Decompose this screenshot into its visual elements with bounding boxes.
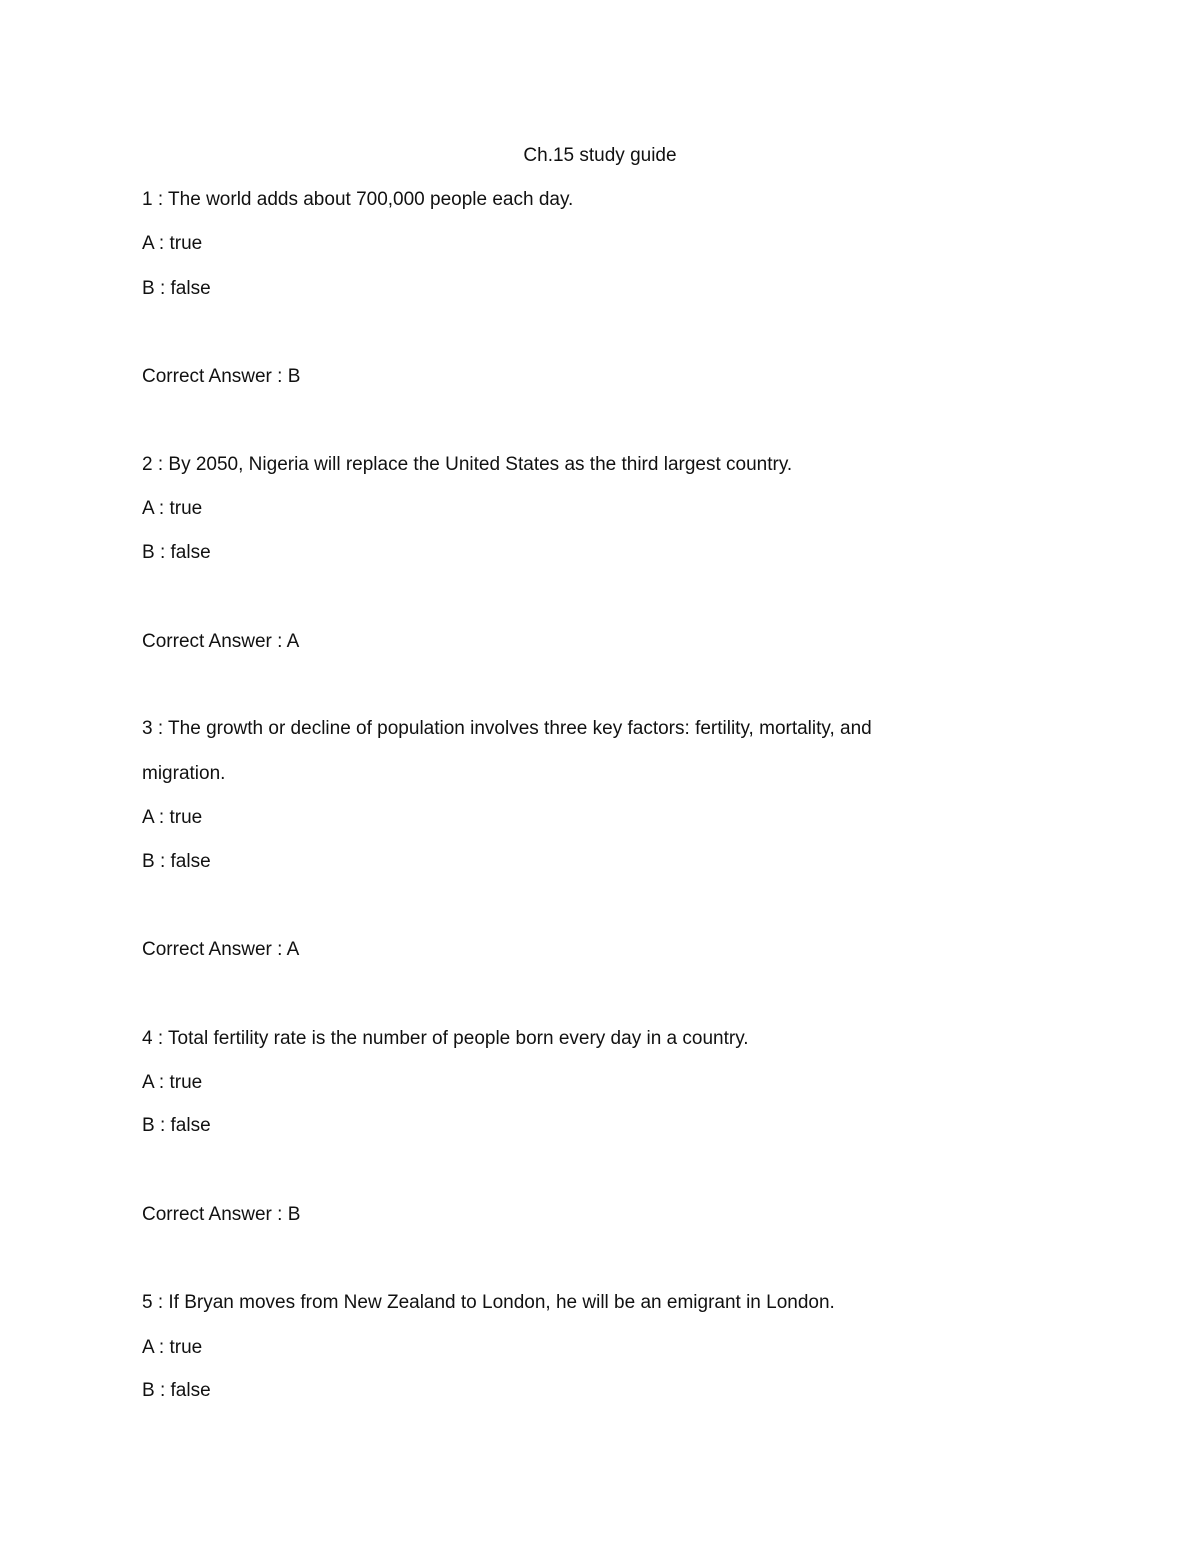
question-3-prompt-line2: migration. — [142, 763, 226, 784]
question-5-option-b: B : false — [142, 1380, 211, 1401]
question-3-prompt-line1: 3 : The growth or decline of population involves three key factors: fertility, mortality, and — [142, 718, 872, 739]
question-1-option-b: B : false — [142, 278, 211, 299]
question-2-answer: Correct Answer : A — [142, 631, 300, 652]
question-1-option-a: A : true — [142, 233, 203, 254]
question-4-option-a: A : true — [142, 1072, 203, 1093]
question-2-prompt: 2 : By 2050, Nigeria will replace the United States as the third largest country. — [142, 454, 793, 475]
question-1-answer: Correct Answer : B — [142, 366, 301, 387]
question-4-option-b: B : false — [142, 1115, 211, 1136]
question-2-option-b: B : false — [142, 542, 211, 563]
question-5-option-a: A : true — [142, 1337, 203, 1358]
question-2-option-a: A : true — [142, 498, 203, 519]
document-title: Ch.15 study guide — [523, 145, 677, 166]
question-3-answer: Correct Answer : A — [142, 939, 300, 960]
question-4-prompt: 4 : Total fertility rate is the number of people born every day in a country. — [142, 1028, 749, 1049]
question-4-answer: Correct Answer : B — [142, 1204, 301, 1225]
question-1-prompt: 1 : The world adds about 700,000 people each day. — [142, 189, 574, 210]
question-3-option-b: B : false — [142, 851, 211, 872]
question-5-prompt: 5 : If Bryan moves from New Zealand to London, he will be an emigrant in London. — [142, 1292, 835, 1313]
question-3-option-a: A : true — [142, 807, 203, 828]
